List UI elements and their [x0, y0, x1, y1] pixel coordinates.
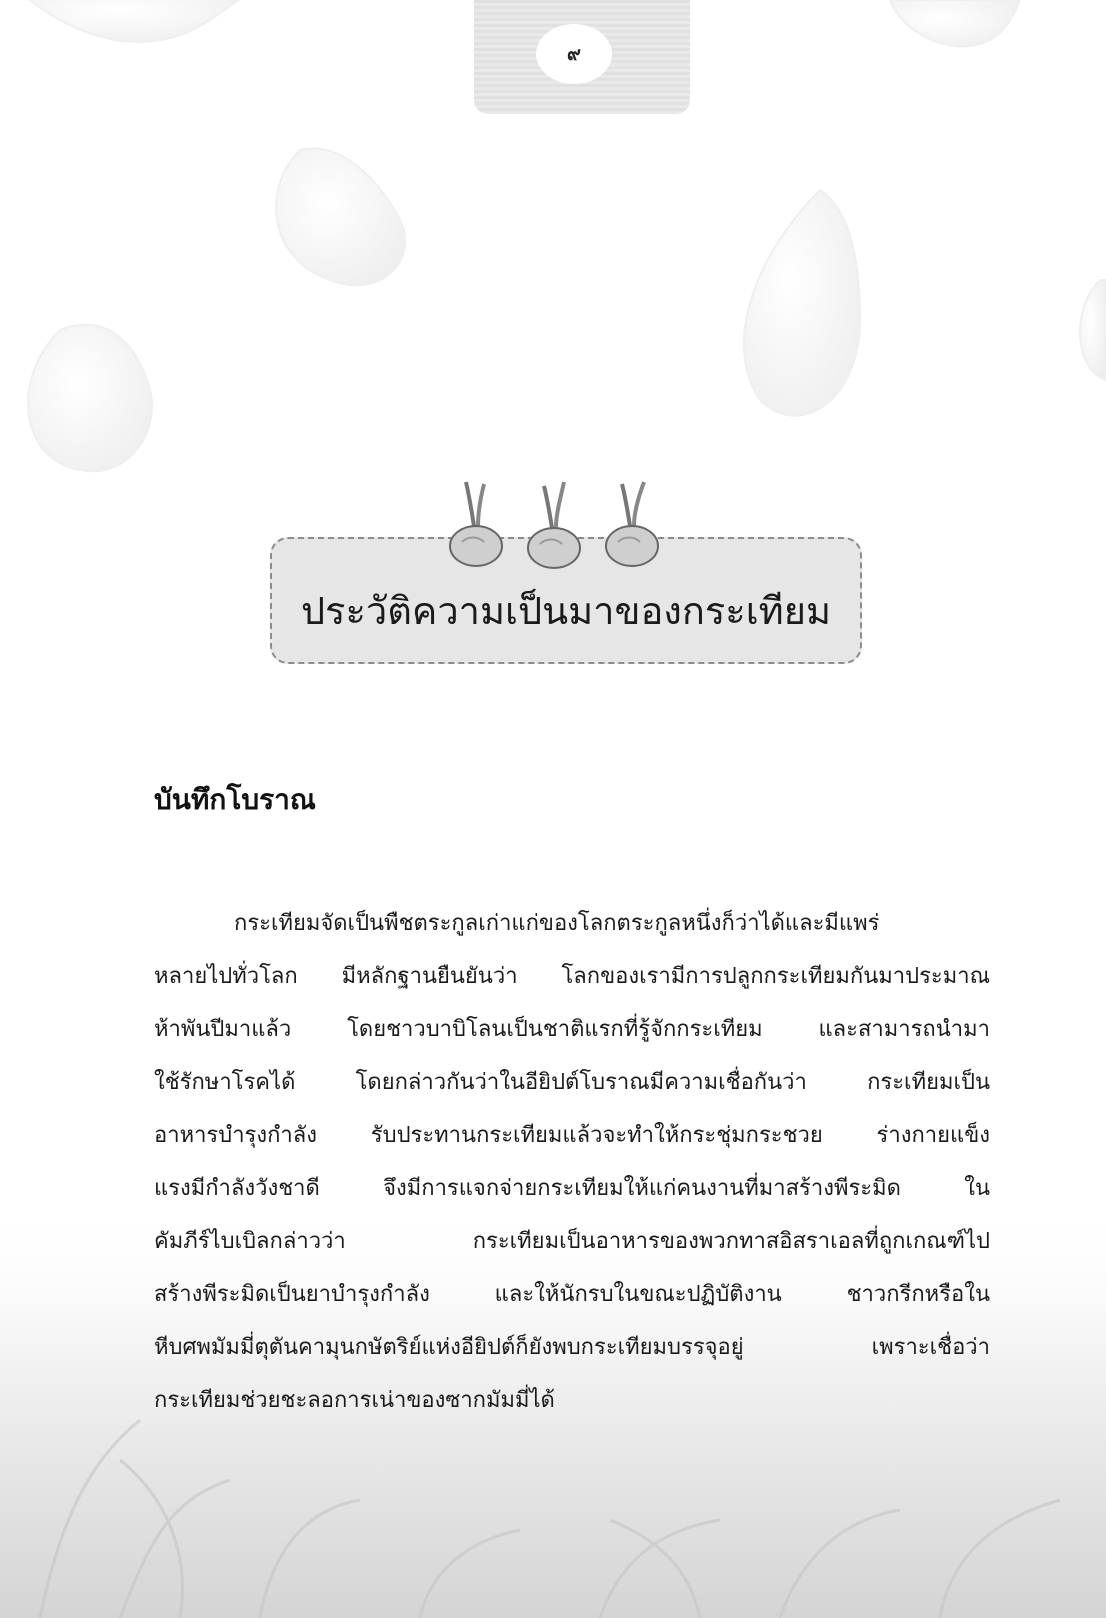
section-heading: บันทึกโบราณ [154, 783, 316, 816]
page-number: ๙ [536, 24, 612, 84]
paragraph-line: ห้าพันปีมาแล้ว โดยชาวบาบิโลนเป็นชาติแรกที่รู้จักกระเทียม และสามารถนำมา [154, 1017, 990, 1042]
chapter-title: ประวัติความเป็นมาของกระเทียม [300, 589, 832, 633]
paragraph-line: หลายไปทั่วโลก มีหลักฐานยืนยันว่า โลกของเรามีการปลูกกระเทียมกันมาประมาณ [154, 964, 990, 989]
body-paragraph [154, 897, 990, 1427]
paragraph-line: กระเทียมจัดเป็นพืชตระกูลเก่าแก่ของโลกตระกูลหนึ่งก็ว่าได้และมีแพร่ [234, 911, 880, 936]
paragraph-line: คัมภีร์ไบเบิลกล่าวว่า กระเทียมเป็นอาหารของพวกทาสอิสราเอลที่ถูกเกณฑ์ไป [154, 1229, 990, 1254]
paragraph-line: กระเทียมช่วยชะลอการเน่าของซากมัมมี่ได้ [154, 1388, 555, 1413]
paragraph-line: หีบศพมัมมี่ตุตันคามุนกษัตริย์แห่งอียิปต์ก็ยังพบกระเทียมบรรจุอยู่ เพราะเชื่อว่า [154, 1335, 990, 1360]
paragraph-line: สร้างพีระมิดเป็นยาบำรุงกำลัง และให้นักรบในขณะปฏิบัติงาน ชาวกรีกหรือใน [154, 1282, 990, 1307]
garlic-bulb-icon [528, 482, 580, 568]
garlic-decoration [432, 480, 672, 572]
garlic-bulb-icon [450, 482, 502, 566]
paragraph-line: ใช้รักษาโรคได้ โดยกล่าวกันว่าในอียิปต์โบราณมีความเชื่อกันว่า กระเทียมเป็น [154, 1070, 990, 1095]
paragraph-line: แรงมีกำลังวังชาดี จึงมีการแจกจ่ายกระเทียมให้แก่คนงานที่มาสร้างพีระมิด ใน [154, 1176, 990, 1201]
paragraph-line: อาหารบำรุงกำลัง รับประทานกระเทียมแล้วจะทำให้กระชุ่มกระชวย ร่างกายแข็ง [154, 1123, 990, 1148]
garlic-bulb-icon [606, 482, 658, 566]
